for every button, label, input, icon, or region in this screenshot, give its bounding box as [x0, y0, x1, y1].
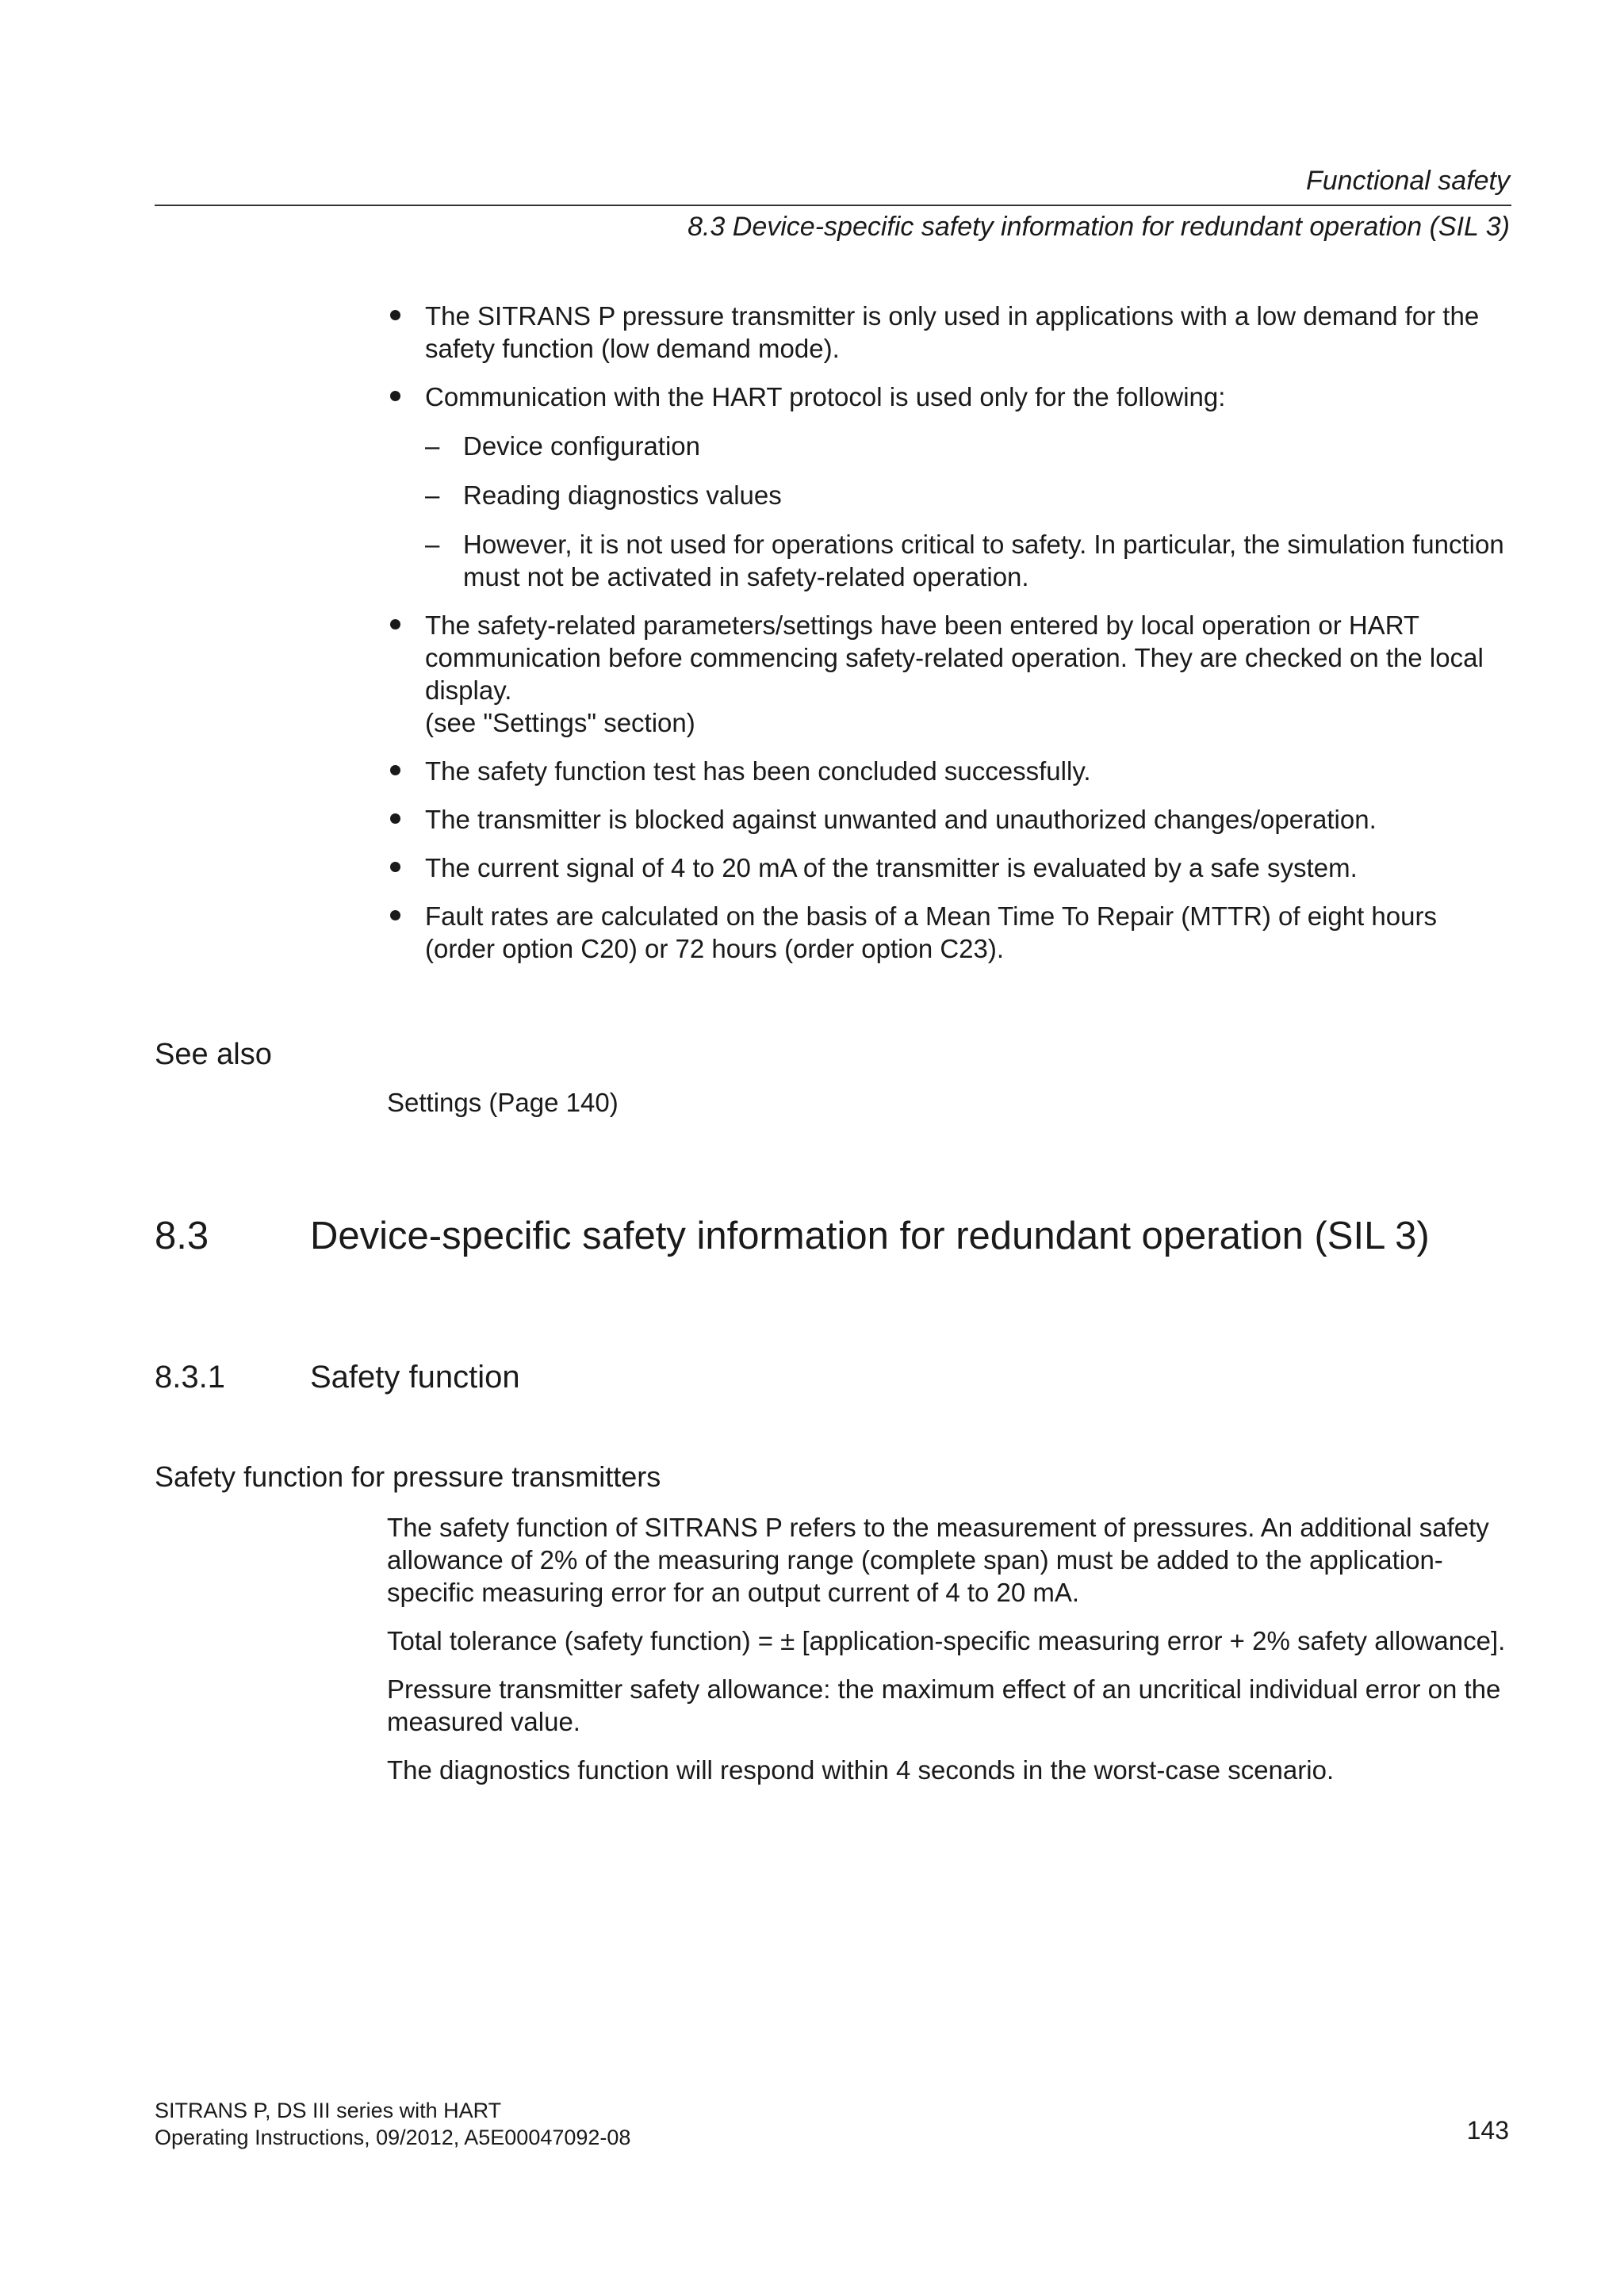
sub-list-item — [425, 479, 1511, 511]
section-title: Device-specific safety information for redundant operation (SIL 3) — [310, 1215, 1430, 1257]
list-item — [387, 900, 1511, 965]
section-body — [387, 1511, 1511, 1802]
subsection-title: Safety function — [310, 1360, 520, 1395]
list-item — [387, 300, 1511, 365]
paragraph: Total tolerance (safety function) = ± [application-specific measuring error + 2% safety allowance]. — [387, 1626, 1506, 1655]
sub-list-item-text: However, it is not used for operations critical to safety. In particular, the simulation function must not be activated in safety-related operation. — [463, 530, 1504, 591]
bullet-icon — [390, 910, 400, 920]
list-item-note: (see "Settings" section) — [425, 708, 695, 737]
section-number: 8.3 — [155, 1215, 209, 1257]
subsubsection-heading: Safety function for pressure transmitters — [155, 1460, 661, 1493]
sub-list-item-text: Reading diagnostics values — [463, 480, 782, 510]
list-item-text: The safety-related parameters/settings have been entered by local operation or HART communication before commencing safety-related operation. They are checked on the local display. — [425, 610, 1484, 705]
page-number: 143 — [1466, 2116, 1509, 2145]
list-item — [387, 609, 1511, 739]
dash-icon: – — [425, 530, 440, 559]
footer-document-info: Operating Instructions, 09/2012, A5E00047092-08 — [155, 2126, 631, 2149]
paragraph: The diagnostics function will respond within 4 seconds in the worst-case scenario. — [387, 1755, 1335, 1785]
paragraph: Pressure transmitter safety allowance: the maximum effect of an uncritical individual error on the measured value. — [387, 1674, 1501, 1736]
header-rule — [155, 205, 1511, 206]
bullet-icon — [390, 813, 400, 824]
list-item — [387, 851, 1511, 884]
list-item — [387, 803, 1511, 836]
sub-list-item — [425, 528, 1511, 593]
list-item-text: The safety function test has been concluded successfully. — [425, 756, 1091, 786]
list-item — [387, 381, 1511, 593]
sub-list-item-text: Device configuration — [463, 431, 700, 461]
bullet-icon — [390, 765, 400, 775]
sub-list-item — [425, 430, 1511, 462]
list-item-text: Fault rates are calculated on the basis of a Mean Time To Repair (MTTR) of eight hours (order option C20) or 72 hours (order option C23). — [425, 901, 1437, 963]
list-item — [387, 755, 1511, 787]
sub-list — [425, 430, 1511, 593]
list-item-text: The transmitter is blocked against unwanted and unauthorized changes/operation. — [425, 805, 1377, 834]
list-item-text: The current signal of 4 to 20 mA of the transmitter is evaluated by a safe system. — [425, 853, 1358, 882]
footer-product: SITRANS P, DS III series with HART — [155, 2099, 502, 2122]
subsection-number: 8.3.1 — [155, 1360, 225, 1395]
footer — [155, 2097, 630, 2151]
see-also-link[interactable]: Settings (Page 140) — [387, 1088, 619, 1117]
running-header-chapter: Functional safety — [1305, 166, 1510, 196]
dash-icon: – — [425, 480, 440, 510]
running-header-section: 8.3 Device-specific safety information for redundant operation (SIL 3) — [688, 212, 1510, 242]
dash-icon: – — [425, 431, 440, 461]
list-item-text: Communication with the HART protocol is used only for the following: — [425, 382, 1226, 411]
paragraph: The safety function of SITRANS P refers to the measurement of pressures. An additional safety allowance of 2% of the measuring range (complete span) must be added to the application-specific measuring error for an output current of 4 to 20 mA. — [387, 1513, 1489, 1607]
bullet-icon — [390, 862, 400, 872]
requirements-bullet-list — [387, 300, 1511, 981]
bullet-icon — [390, 310, 400, 320]
list-item-text: The SITRANS P pressure transmitter is only used in applications with a low demand for the safety function (low demand mode). — [425, 301, 1480, 363]
bullet-icon — [390, 391, 400, 401]
see-also-heading: See also — [155, 1038, 272, 1071]
bullet-icon — [390, 619, 400, 629]
